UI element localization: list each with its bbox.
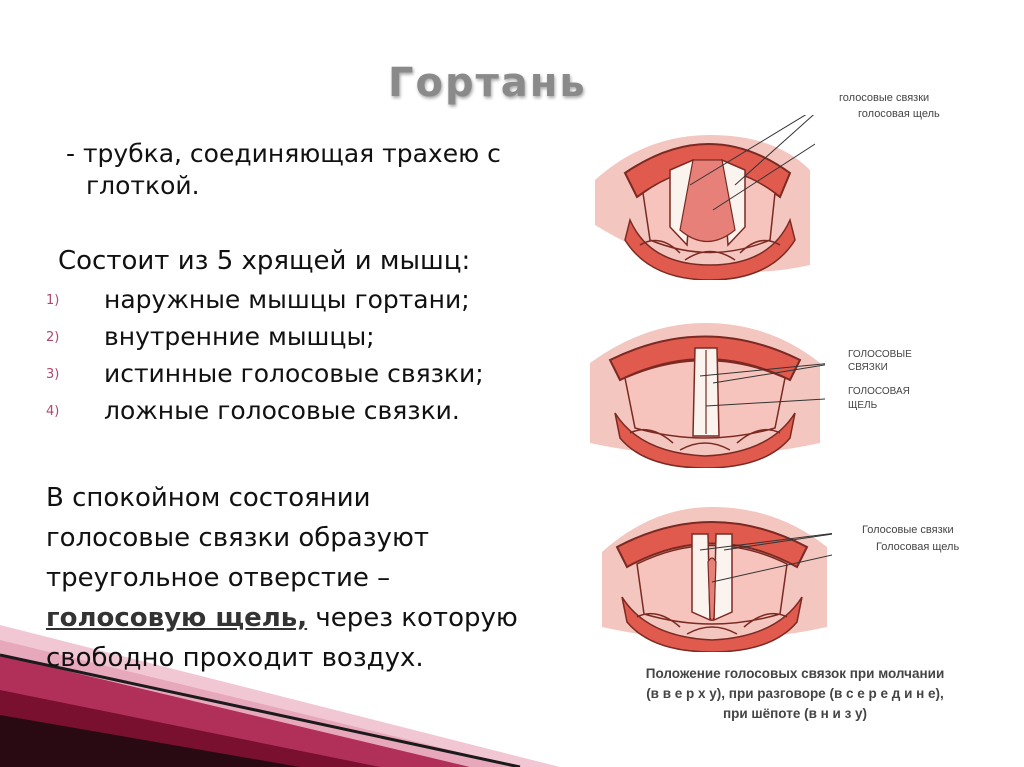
calm-line-5: свободно проходит воздух. [46,643,424,673]
label-slit-top: голосовая щель [858,108,940,120]
label-slit-middle-2: ЩЕЛЬ [848,400,878,411]
caption-line-2: (в в е р х у), при разговоре (в с е р е д и н е), [646,686,944,701]
page-title: Гортань [388,60,587,106]
larynx-figure-silence [585,115,815,280]
label-cords-middle-2: СВЯЗКИ [848,362,888,373]
list-text: истинные голосовые связки; [104,359,484,388]
label-cords-bottom: Голосовые связки [862,524,954,536]
definition-line-1: - трубка, соединяющая трахею с [66,139,501,168]
caption-line-3: при шёпоте (в н и з у) [722,706,868,721]
definition-line-2: глоткой. [86,171,200,200]
list-text: ложные голосовые связки. [104,396,460,425]
calm-line-4 [46,598,518,638]
list-number: 1) [46,293,60,308]
definition [66,138,501,202]
calm-line-1: В спокойном состоянии [46,483,371,513]
larynx-figure-talking [585,318,825,468]
list-number: 3) [46,367,60,382]
label-slit-bottom: Голосовая щель [876,541,960,553]
larynx-figure-whisper [592,502,832,652]
calm-line-3: треугольное отверстие – [46,563,391,593]
list-number: 2) [46,330,60,345]
label-cords-top: голосовые связки [839,92,930,104]
figure-caption [590,664,1000,724]
list-number: 4) [46,404,60,419]
glottis-term: голосовую щель, [46,603,308,633]
label-cords-middle-1: ГОЛОСОВЫЕ [848,349,912,360]
caption-line-1: Положение голосовых связок при молчании [645,666,945,681]
calm-line-4-rest: через которую [307,603,518,633]
label-slit-middle-1: ГОЛОСОВАЯ [848,386,910,397]
list-text: наружные мышцы гортани; [104,285,470,314]
consists-intro: Состоит из 5 хрящей и мышц: [58,246,471,276]
list-text: внутренние мышцы; [104,322,375,351]
calm-line-2: голосовые связки образуют [46,523,429,553]
calm-state-paragraph [46,478,518,678]
